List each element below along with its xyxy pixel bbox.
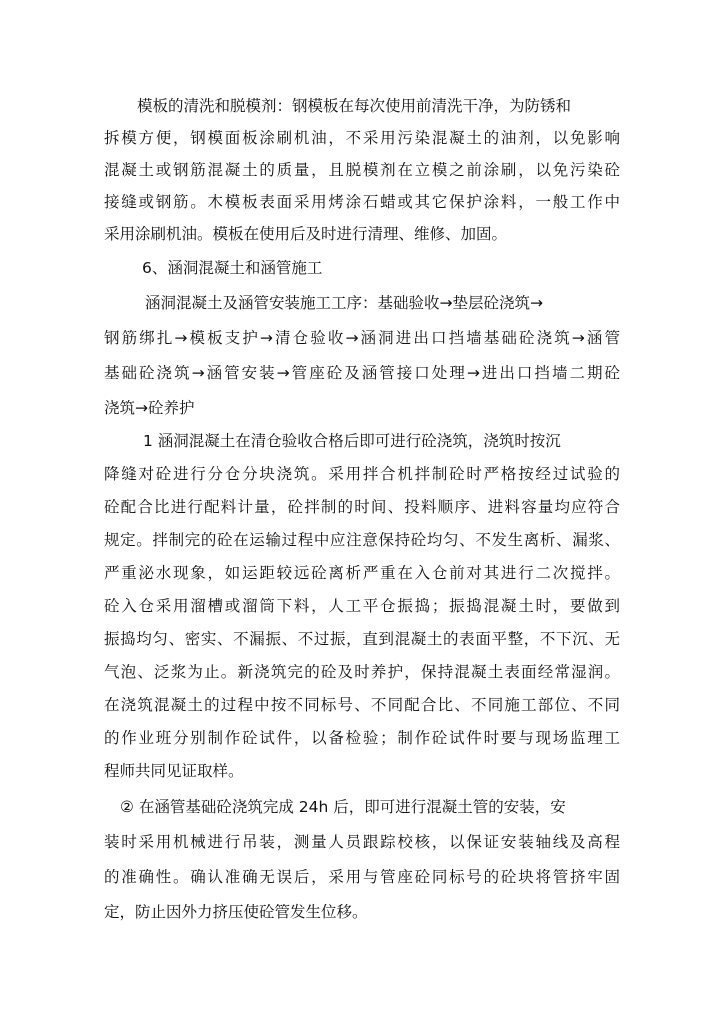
- paragraph-line: 程师共同见证取样。: [104, 762, 244, 780]
- paragraph-line: 规定。拌制完的砼在运输过程中应注意保持砼均匀、不发生离析、漏浆、: [104, 531, 620, 549]
- paragraph-line: 采用涂刷机油。模板在使用后及时进行清理、维修、加固。: [104, 225, 508, 243]
- paragraph-line: 涵洞混凝土及涵管安装施工工序：基础验收→垫层砼浇筑→: [145, 294, 543, 312]
- paragraph-line: ② 在涵管基础砼浇筑完成 24h 后，即可进行混凝土管的安装，安: [120, 798, 566, 816]
- paragraph-line: 的作业班分别制作砼试件，以备检验；制作砼试件时要与现场监理工: [104, 729, 620, 747]
- paragraph-line: 的准确性。确认准确无误后，采用与管座砼同标号的砼块将管挤牢固: [104, 868, 620, 886]
- section-heading: 6、涵洞混凝土和涵管施工: [142, 259, 323, 277]
- paragraph-line: 接缝或钢筋。木模板表面采用烤涂石蜡或其它保护涂料，一般工作中: [104, 193, 620, 211]
- paragraph-line: 拆模方便，钢模面板涂刷机油，不采用污染混凝土的油剂，以免影响: [104, 129, 620, 147]
- paragraph-line: 浇筑→砼养护: [104, 399, 195, 417]
- paragraph-line: 气泡、泛浆为止。新浇筑完的砼及时养护，保持混凝土表面经常湿润。: [104, 663, 620, 681]
- paragraph-line: 砼配合比进行配料计量，砼拌制的时间、投料顺序、进料容量均应符合: [104, 498, 620, 516]
- paragraph-line: 在浇筑混凝土的过程中按不同标号、不同配合比、不同施工部位、不同: [104, 696, 620, 714]
- paragraph-line: 基础砼浇筑→涵管安装→管座砼及涵管接口处理→进出口挡墙二期砼: [104, 364, 620, 382]
- paragraph-line: 振捣均匀、密实、不漏振、不过振，直到混凝土的表面平整，不下沉、无: [104, 630, 620, 648]
- paragraph-line: 混凝土或钢筋混凝土的质量，且脱模剂在立模之前涂刷，以免污染砼: [104, 161, 620, 179]
- paragraph-line: 1 涵洞混凝土在清仓验收合格后即可进行砼浇筑，浇筑时按沉: [143, 432, 561, 450]
- paragraph-line: 钢筋绑扎→模板支护→清仓验收→涵洞进出口挡墙基础砼浇筑→涵管: [104, 329, 620, 347]
- paragraph-line: 砼入仓采用溜槽或溜筒下料，人工平仓振捣；振捣混凝土时，要做到: [104, 597, 620, 615]
- paragraph-line: 模板的清洗和脱模剂：钢模板在每次使用前清洗干净，为防锈和: [137, 97, 572, 115]
- paragraph-line: 定，防止因外力挤压使砼管发生位移。: [104, 903, 368, 921]
- paragraph-line: 装时采用机械进行吊装，测量人员跟踪校核，以保证安装轴线及高程: [104, 833, 620, 851]
- paragraph-line: 严重泌水现象，如运距较远砼离析严重在入仓前对其进行二次搅拌。: [104, 564, 620, 582]
- paragraph-line: 降缝对砼进行分仓分块浇筑。采用拌合机拌制砼时严格按经过试验的: [104, 465, 620, 483]
